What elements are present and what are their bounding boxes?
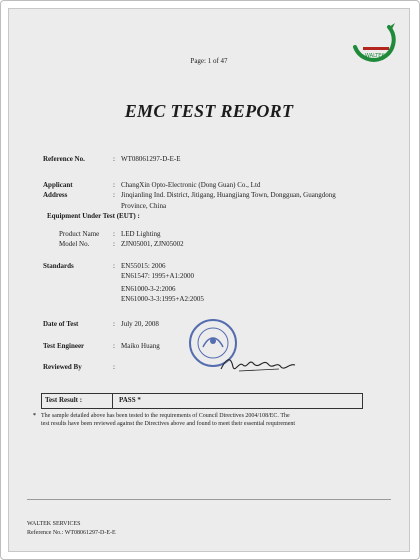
colon: : (113, 240, 115, 248)
standard-item: EN61547: 1995+A1:2000 (121, 272, 194, 280)
reviewed-label: Reviewed By (43, 363, 82, 371)
model-no-value: ZJN05001, ZJN05002 (121, 240, 184, 248)
colon: : (113, 181, 115, 189)
report-title: EMC TEST REPORT (124, 101, 294, 121)
colon: : (113, 191, 115, 199)
colon: : (113, 363, 115, 371)
reference-value: WT08061297-D-E-E (121, 155, 181, 163)
footer-rule (27, 499, 391, 500)
note-line-2: test results have been reviewed against the Directives above and found to meet their essential requirement (41, 421, 296, 427)
applicant-label: Applicant (43, 181, 73, 189)
product-name-value: LED Lighting (121, 230, 161, 238)
colon: : (113, 342, 115, 350)
product-name-label: Product Name (59, 230, 100, 238)
standards-label: Standards (43, 262, 74, 270)
report-document (8, 8, 410, 552)
colon: : (113, 230, 115, 238)
model-no-label: Model No. (59, 240, 90, 248)
colon: : (113, 320, 115, 328)
address-line-2: Province, China (121, 202, 167, 210)
colon: : (113, 155, 115, 163)
note-star: * (33, 413, 36, 419)
footer-reference: Reference No.: WT08061297-D-E-E (27, 530, 116, 536)
date-label: Date of Test (43, 320, 79, 328)
test-result-box (41, 393, 363, 409)
signature-icon (219, 353, 299, 377)
engineer-label: Test Engineer (43, 342, 85, 350)
page-number: Page: 1 of 47 (190, 57, 228, 65)
engineer-value: Maiko Huang (121, 342, 160, 350)
result-divider (112, 394, 113, 408)
svg-text:WALTEK: WALTEK (365, 53, 385, 59)
result-value: PASS * (119, 396, 141, 404)
note-line-1: The sample detailed above has been tested to the requirements of Council Directives 2004/108/EC. The (41, 413, 290, 419)
eut-label: Equipment Under Test (EUT) : (47, 212, 140, 220)
colon: : (113, 262, 115, 270)
address-line-1: Jinqianling Ind. District, Jitigang, Huangjiang Town, Dongguan, Guangdong (121, 191, 336, 199)
applicant-value: ChangXin Opto-Electronic (Dong Guan) Co., Ltd (121, 181, 261, 189)
address-label: Address (43, 191, 68, 199)
reference-label: Reference No. (43, 155, 85, 163)
standard-item: EN55015: 2006 (121, 262, 166, 270)
result-label: Test Result : (45, 396, 83, 404)
standard-item: EN61000-3-2:2006 (121, 285, 176, 293)
footer-company: WALTEK SERVICES (27, 521, 81, 527)
standard-item: EN61000-3-3:1995+A2:2005 (121, 295, 204, 303)
date-value: July 20, 2008 (121, 320, 159, 328)
